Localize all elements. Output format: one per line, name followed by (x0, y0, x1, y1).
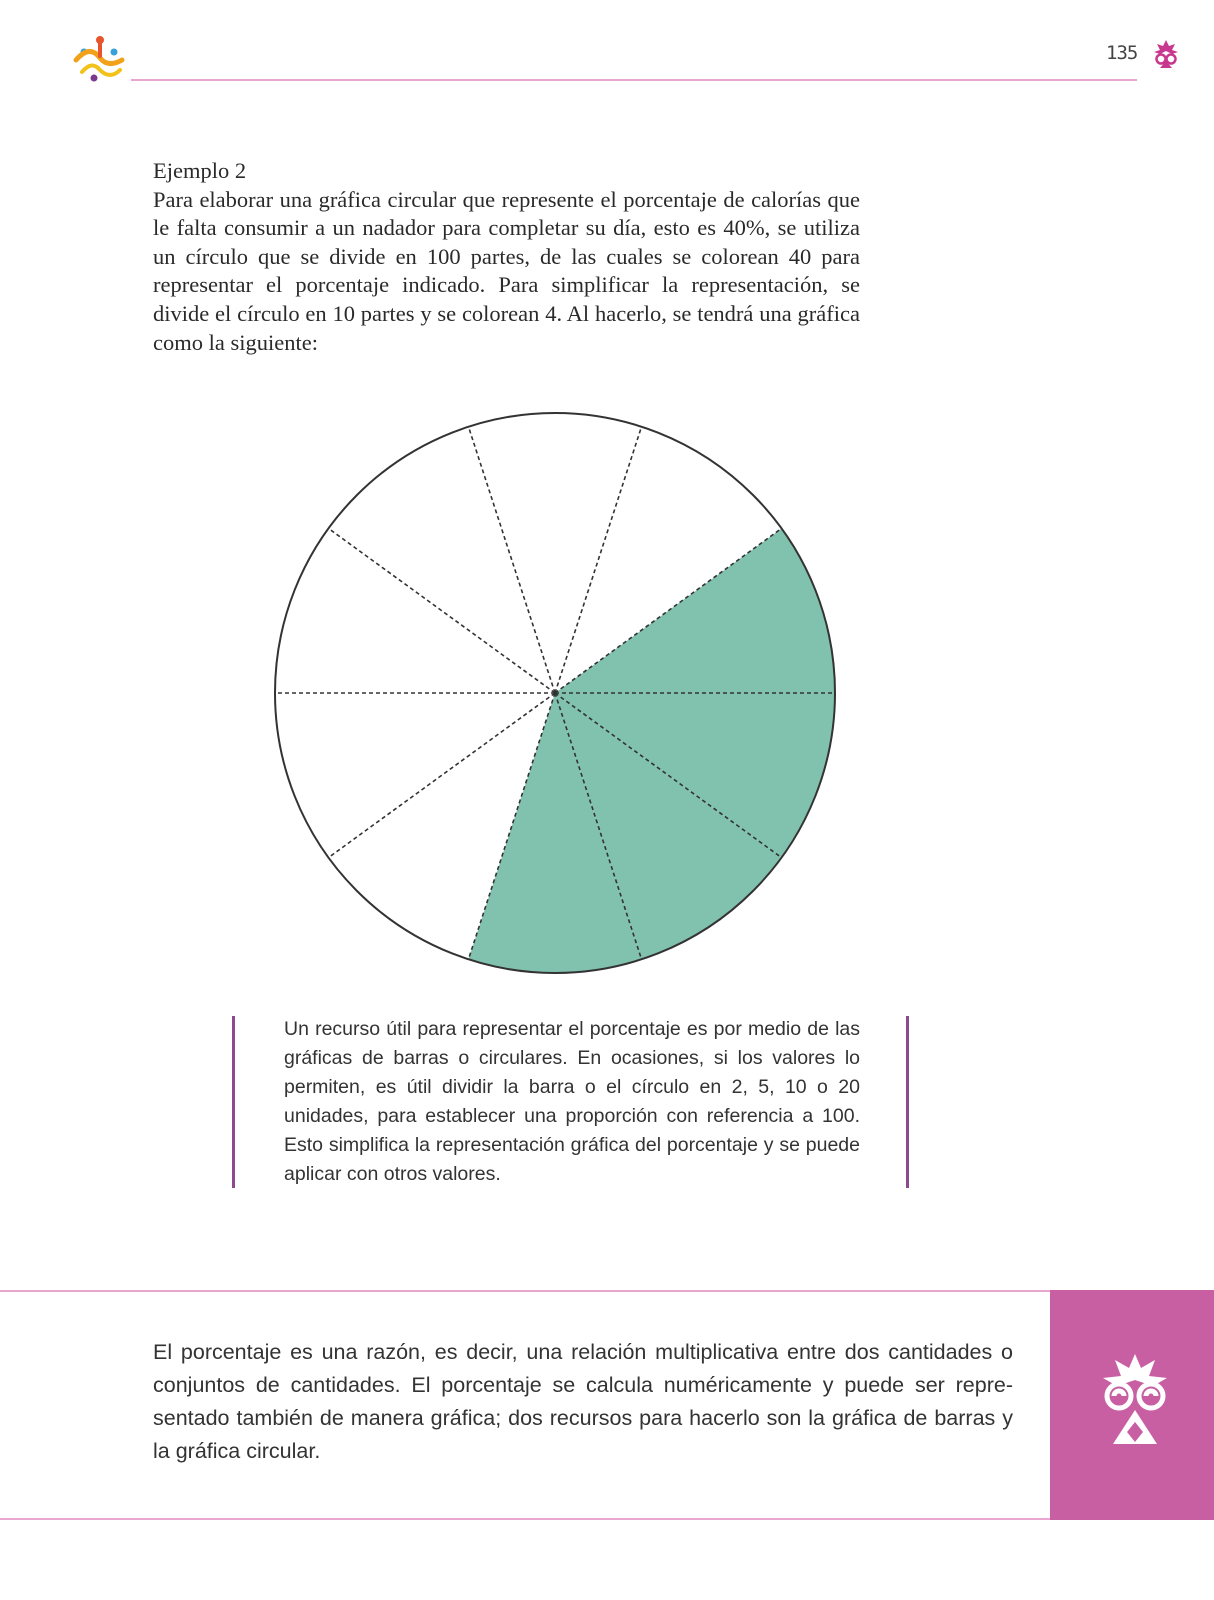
header-rule (131, 79, 1137, 81)
pink-tree-emblem-icon (1152, 39, 1180, 69)
white-tree-emblem-icon (1097, 1352, 1173, 1447)
summary-top-rule (0, 1290, 1050, 1292)
pie-chart (270, 408, 840, 978)
note-left-bar (232, 1016, 235, 1188)
page-number: 135 (1106, 42, 1138, 64)
example-title: Ejemplo 2 (153, 158, 247, 183)
example-section (153, 157, 860, 357)
note-right-bar (906, 1016, 909, 1188)
colorful-people-logo-icon (70, 30, 130, 90)
note-text: Un recurso útil para representar el porcentaje es por medio de las gráficas de barras o circulares. En ocasiones, si los valores lo permiten, es útil dividir la barra o el círculo en 2, 5, 10 o 20 unidades, para establecer una proporción con referencia a 100. Esto simplifica la representación gráfica del porcentaje y se puede aplicar con otros valores. (284, 1018, 860, 1185)
summary-text: El porcentaje es una razón, es decir, una relación multiplicativa entre dos cantidades o conjuntos de cantidades. El porcentaje se calcula numéricamente y puede ser repre-sentado también de manera gráfica; dos recursos para hacerlo son la gráfica de barras y la gráfica circular. (153, 1340, 1013, 1463)
example-body: Para elaborar una gráfica circular que represente el porcentaje de calorías que le falta consumir a un nadador para completar su día, esto es 40%, se utiliza un círculo que se divide en 100 partes, de las cuales se colorean 40 para representar el porcentaje indicado. Para simplificar la representación, se divide el círculo en 10 partes y se colorean 4. Al hacerlo, se tendrá una gráfica como la siguiente: (153, 186, 860, 355)
summary-bottom-rule (0, 1518, 1050, 1520)
